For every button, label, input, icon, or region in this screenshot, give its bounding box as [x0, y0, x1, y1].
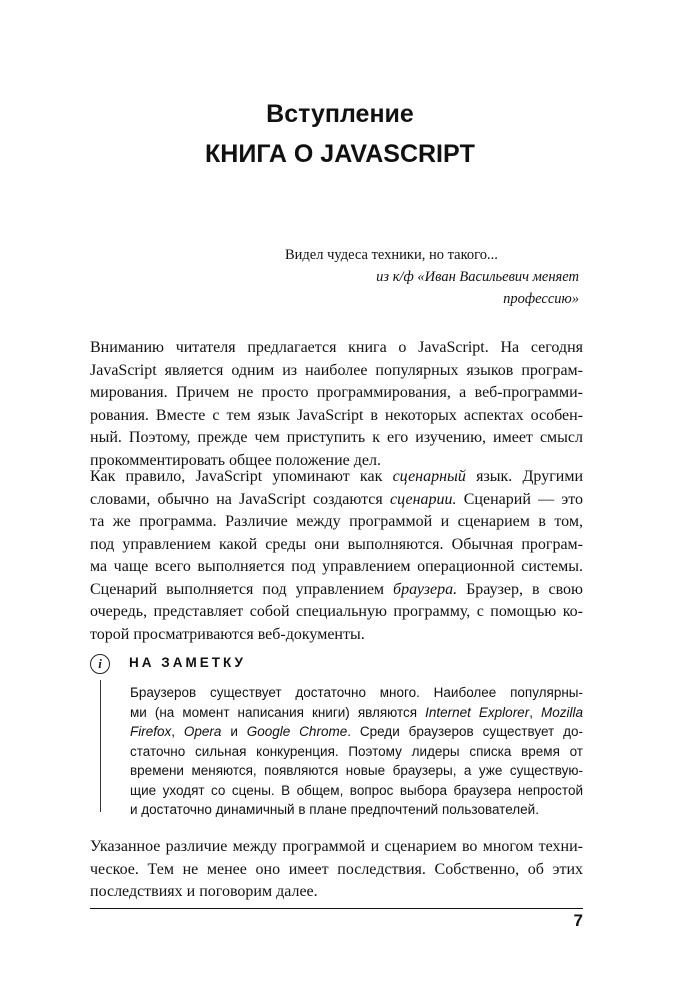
text-line: мирования. Причем не просто программирования, а веб-программи-: [90, 384, 583, 401]
note-divider: [100, 680, 101, 812]
text-line: рования. Вместе с тем язык JavaScript в некоторых аспектах особен-: [90, 406, 583, 424]
emphasis-text: Google Chrome: [246, 724, 348, 739]
chapter-title: КНИГА О JAVASCRIPT: [205, 140, 475, 168]
text-line: и достаточно динамичный в плане предпочтений пользователей.: [130, 802, 539, 817]
text-line: очередь, представляет собой специальную программу, с помощью ко-: [90, 603, 583, 620]
section-heading: Вступление: [266, 100, 414, 128]
page-number: 7: [573, 911, 583, 930]
text-line: Вниманию читателя предлагается книга о JavaScript. На сегодня: [90, 339, 583, 356]
note-label: НА ЗАМЕТКУ: [129, 655, 246, 670]
text-line: статочно сильная конкуренция. Поэтому лидеры списка время от: [130, 743, 583, 759]
note-body: [130, 683, 583, 820]
text-line: Браузеров существует достаточно много. Наиболее популярны-: [130, 685, 583, 700]
emphasis-text: сценарии.: [389, 490, 457, 508]
epigraph-quote: Видел чудеса техники, но такого...: [285, 247, 498, 263]
paragraph-scripting: [90, 466, 583, 646]
emphasis-text: Internet Explorer: [425, 704, 530, 720]
text-line: щие уходят со сцены. В общем, вопрос выбора браузера непростой: [130, 782, 583, 798]
text-line: последствиях и поговорим далее.: [90, 883, 318, 900]
emphasis-text: сценарный: [392, 468, 466, 485]
text-line: словами, обычно на JavaScript создаются сценарии. Сценарий — это: [90, 490, 583, 508]
epigraph: [279, 244, 579, 310]
emphasis-text: браузера.: [393, 580, 458, 598]
epigraph-source-line: профессию»: [503, 291, 579, 307]
emphasis-text: Firefox: [130, 724, 172, 739]
text-line: Указанное различие между программой и сценарием во многом техни-: [90, 838, 583, 855]
paragraph-closing: [90, 836, 583, 904]
epigraph-source-line: из к/ф «Иван Васильевич меняет: [376, 269, 579, 285]
text-line: под управлением какой среды они выполняются. Обычная програм-: [90, 535, 583, 553]
text-line: JavaScript является одним из наиболее популярных языков програм-: [90, 361, 583, 379]
text-line: Сценарий выполняется под управлением браузера. Браузер, в свою: [90, 580, 584, 598]
text-line: времени меняются, появляются новые браузеры, а уже существую-: [130, 763, 583, 778]
epigraph-source: [279, 266, 579, 310]
emphasis-text: Mozilla: [540, 704, 583, 720]
text-line: ма чаще всего выполняется под управлением операционной системы.: [90, 558, 583, 575]
footer-divider: [90, 908, 583, 909]
text-line: ный. Поэтому, прежде чем приступить к его изучению, имеет смысл: [90, 429, 583, 446]
text-line: торой просматриваются веб-документы.: [90, 625, 365, 643]
text-line: та же программа. Различие между программой и сценарием в том,: [90, 513, 583, 530]
paragraph-intro: [90, 337, 583, 472]
text-line: Как правило, JavaScript упоминают как сценарный язык. Другими: [90, 468, 584, 485]
text-line: ми (на момент написания книги) являются Internet Explorer, Mozilla: [130, 704, 583, 720]
emphasis-text: Opera: [183, 724, 222, 739]
text-line: Firefox, Opera и Google Chrome. Среди браузеров существует до-: [130, 724, 583, 739]
info-icon: i: [90, 654, 110, 674]
text-line: ческое. Тем не менее оно имеет последствия. Собственно, об этих: [90, 860, 583, 878]
text-line: прокомментировать общее положение дел.: [90, 451, 382, 469]
